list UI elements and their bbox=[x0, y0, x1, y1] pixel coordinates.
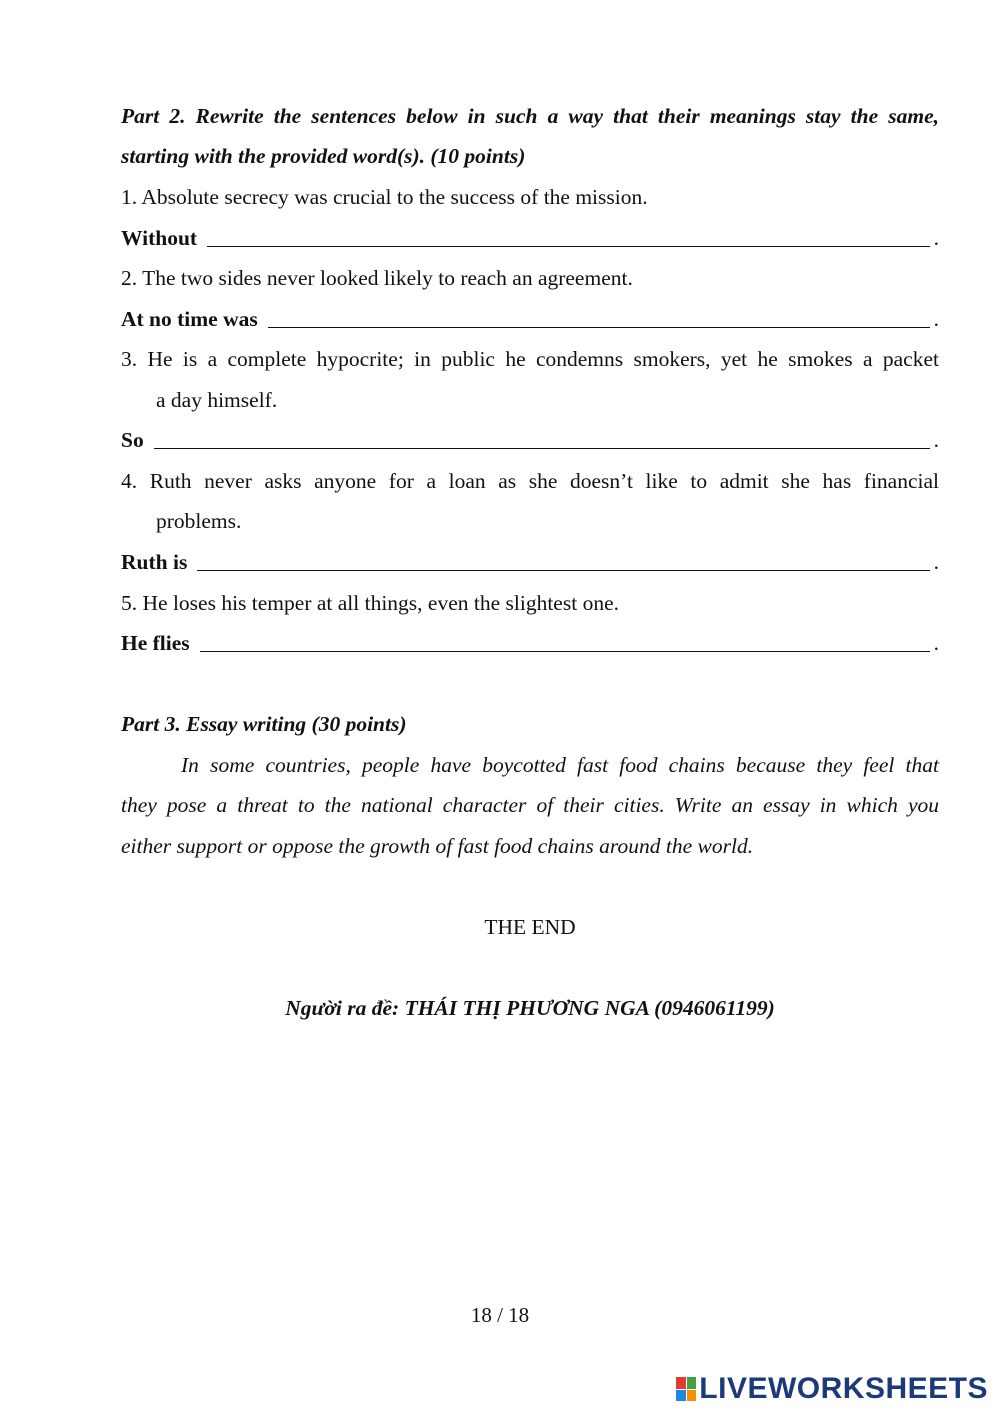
question-1-answer-row bbox=[121, 224, 939, 252]
question-1-answer-blank[interactable] bbox=[207, 246, 930, 247]
question-3-start-words: So bbox=[121, 428, 144, 452]
author-credit: Người ra đề: THÁI THỊ PHƯƠNG NGA (0946061199) bbox=[285, 996, 775, 1020]
question-4-prompt: 4. Ruth never asks anyone for a loan as she doesn’t like to admit she has financial bbox=[121, 469, 939, 493]
essay-prompt-line1: In some countries, people have boycotted fast food chains because they feel that bbox=[181, 753, 939, 777]
question-2-prompt: 2. The two sides never looked likely to reach an agreement. bbox=[121, 266, 633, 290]
question-5-prompt: 5. He loses his temper at all things, even the slightest one. bbox=[121, 591, 619, 615]
question-3-prompt-continued: a day himself. bbox=[156, 388, 278, 412]
question-2-end-mark: . bbox=[933, 307, 939, 331]
question-1-prompt: 1. Absolute secrecy was crucial to the success of the mission. bbox=[121, 185, 648, 209]
essay-prompt-line2: they pose a threat to the national character of their cities. Write an essay in which you bbox=[121, 793, 939, 817]
question-4-answer-blank[interactable] bbox=[197, 570, 929, 571]
part2-heading-line1: Part 2. Rewrite the sentences below in such a way that their meanings stay the same, bbox=[121, 104, 939, 128]
liveworksheets-watermark[interactable] bbox=[676, 1372, 988, 1406]
question-4-prompt-continued: problems. bbox=[156, 509, 242, 533]
question-5-answer-row bbox=[121, 629, 939, 657]
page-number: 18 / 18 bbox=[470, 1303, 530, 1327]
question-2-answer-row bbox=[121, 305, 939, 333]
question-1-start-words: Without bbox=[121, 226, 198, 250]
liveworksheets-logo-icon bbox=[676, 1377, 696, 1401]
question-3-answer-row bbox=[121, 426, 939, 454]
question-3-end-mark: . bbox=[933, 428, 939, 452]
the-end: THE END bbox=[484, 915, 576, 939]
question-5-answer-blank[interactable] bbox=[200, 651, 930, 652]
part3-heading: Part 3. Essay writing (30 points) bbox=[121, 712, 407, 736]
question-4-answer-row bbox=[121, 548, 939, 576]
question-3-prompt: 3. He is a complete hypocrite; in public he condemns smokers, yet he smokes a packet bbox=[121, 347, 939, 371]
question-3-answer-blank[interactable] bbox=[154, 448, 930, 449]
question-2-start-words: At no time was bbox=[121, 307, 258, 331]
part2-heading-line2: starting with the provided word(s). (10 points) bbox=[121, 144, 526, 168]
question-5-start-words: He flies bbox=[121, 631, 190, 655]
question-1-end-mark: . bbox=[933, 226, 939, 250]
question-4-end-mark: . bbox=[933, 550, 939, 574]
question-4-start-words: Ruth is bbox=[121, 550, 188, 574]
question-5-end-mark: . bbox=[933, 631, 939, 655]
essay-prompt-line3: either support or oppose the growth of fast food chains around the world. bbox=[121, 834, 754, 858]
question-2-answer-blank[interactable] bbox=[268, 327, 930, 328]
liveworksheets-wordmark: LIVEWORKSHEETS bbox=[699, 1372, 988, 1405]
